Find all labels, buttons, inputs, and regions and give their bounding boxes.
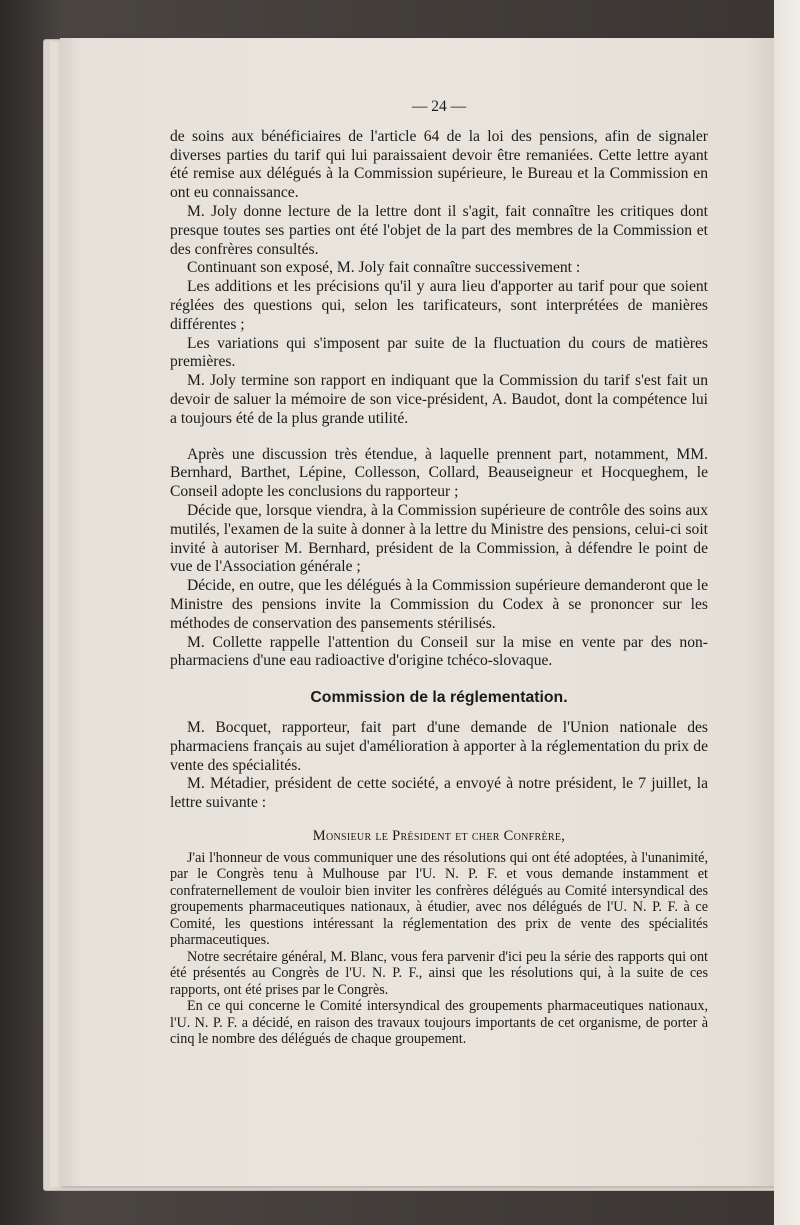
paragraph: M. Joly termine son rapport en indiquant que la Commission du tarif s'est fait un devoir de saluer la mémoire de son vice-président, A. Baudot, dont la compétence lui a toujours été de la plus grande utilité. — [170, 372, 708, 427]
letter-paragraph: En ce qui concerne le Comité intersyndical des groupements pharmaceutiques nationaux, l'U. N. P. F. a décidé, en raison des travaux toujours importants de cet organisme, de porter à cinq le nombre des délégués de chaque groupement. — [170, 998, 708, 1048]
page-number: — 24 — — [411, 98, 467, 115]
paragraph: M. Collette rappelle l'attention du Conseil sur la mise en vente par des non-pharmaciens d'une eau radioactive d'origine tchéco-slovaque. — [170, 633, 708, 670]
paragraph: M. Joly donne lecture de la lettre dont il s'agit, fait connaître les critiques dont presque toutes ses parties ont été l'objet de la part des membres de la Commission et des confrères consultés. — [170, 202, 708, 258]
paragraph: de soins aux bénéficiaires de l'article 64 de la loi des pensions, afin de signaler diverses parties du tarif qui lui paraissaient devoir être remaniées. Cette lettre ayant été remise aux délégués à la Commission supérieure, le Bureau et la Commission en ont eu connaissance. — [170, 127, 708, 202]
letter-paragraph: Notre secrétaire général, M. Blanc, vous fera parvenir d'ici peu la série des rapports qui ont été présentés au Congrès de l'U. N. P. F., ainsi que les résolutions qui, à la suite de ces rapports, ont été prises par le Congrès. — [170, 948, 708, 998]
paragraph: Décide que, lorsque viendra, à la Commission supérieure de contrôle des soins aux mutilés, l'examen de la suite à donner à la lettre du Ministre des pensions, celui-ci soit invité à autoriser M. Bernhard, président de la Commission, à défendre le point de vue de l'Association générale ; — [170, 501, 708, 576]
paragraph-gap — [170, 429, 708, 446]
paragraph: M. Bocquet, rapporteur, fait part d'une demande de l'Union nationale des pharmaciens français au sujet d'amélioration à apporter à la réglementation du prix de vente des spécialités. — [170, 718, 708, 774]
section-heading: Commission de la réglementation. — [310, 689, 568, 707]
facing-page-edge — [774, 0, 800, 1225]
paragraph: Les variations qui s'imposent par suite de la fluctuation du cours de matières premières. — [170, 334, 708, 371]
letter-salutation: Monsieur le Président et cher Confrère, — [312, 827, 566, 844]
paragraph: Après une discussion très étendue, à laquelle prennent part, notamment, MM. Bernhard, Barthet, Lépine, Collesson, Collard, Beauseigneur et Hocqueghem, le Conseil adopte les conclusions du rapporteur ; — [170, 445, 708, 501]
paragraph: M. Métadier, président de cette société, a envoyé à notre président, le 7 juillet, la lettre suivante : — [170, 775, 708, 812]
paragraph: Les additions et les précisions qu'il y aura lieu d'apporter au tarif pour que soient réglées des questions qui, selon les tarificateurs, sont interprétées de manières différentes ; — [170, 278, 708, 333]
paragraph: Continuant son exposé, M. Joly fait connaître successivement : — [187, 259, 581, 277]
paragraph: Décide, en outre, que les délégués à la Commission supérieure demanderont que le Ministre des pensions invite la Commission du Codex à se prononcer sur les méthodes de conservation des pansements stérilisés. — [170, 577, 708, 632]
letter-paragraph: J'ai l'honneur de vous communiquer une des résolutions qui ont été adoptées, à l'unanimité, par le Congrès tenu à Mulhouse par l'U. N. P. F. et vous demande instamment et confraternellement de vouloir bien inviter les confrères délégués au Comité intersyndical des groupements pharmaceutiques nationaux, à étudier, avec nos délégués de l'U. N. P. F. à ce Comité, les questions intéressant la réglementation des prix de vente des spécialités pharmaceutiques. — [170, 849, 708, 949]
page-content — [170, 98, 708, 1048]
